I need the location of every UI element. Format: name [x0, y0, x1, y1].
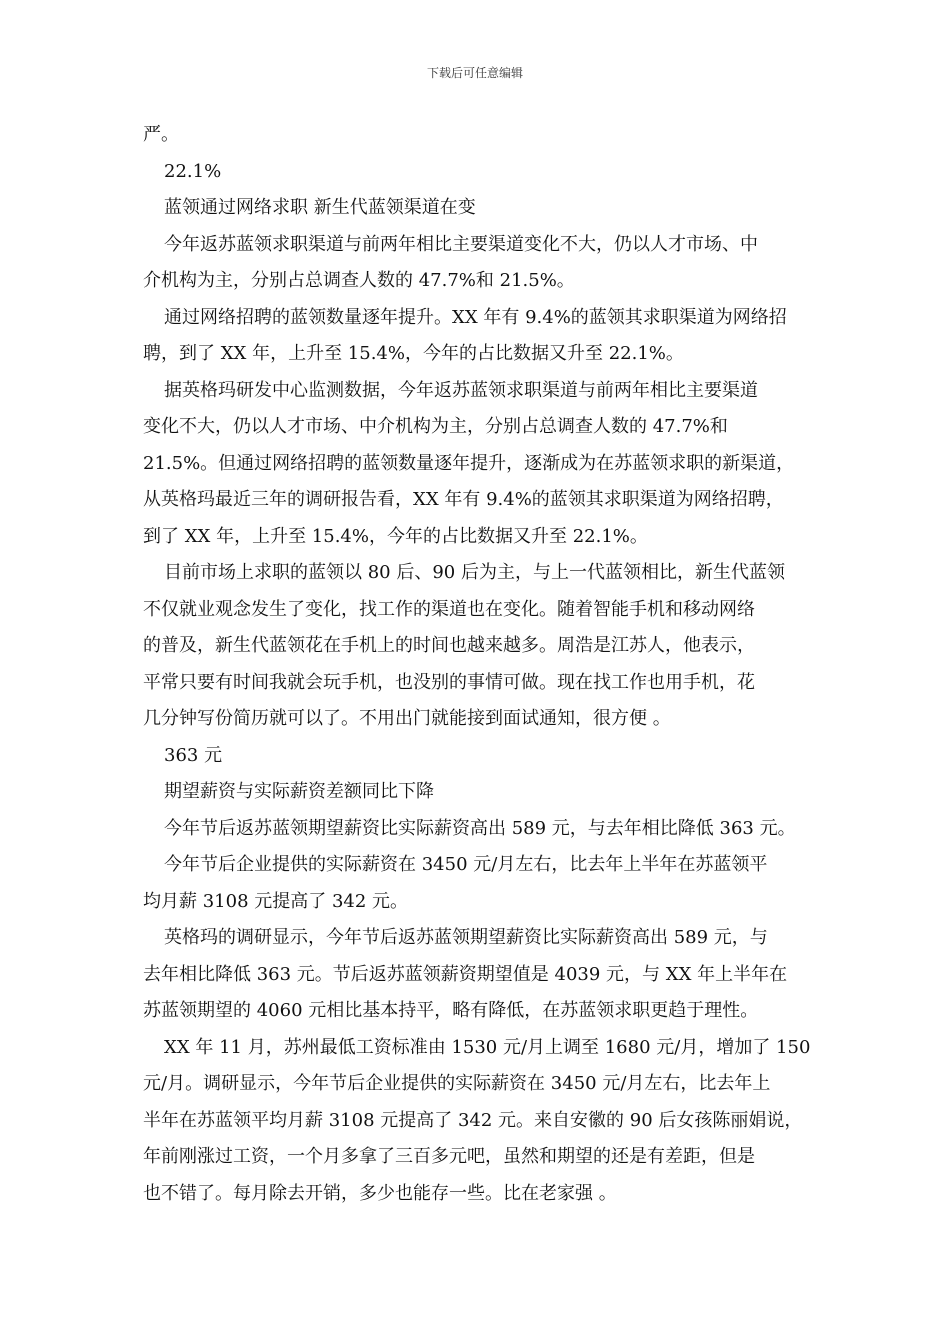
text-line: 到了 XX 年，上升至 15.4%，今年的占比数据又升至 22.1%。: [143, 525, 648, 547]
text-line: 蓝领通过网络求职 新生代蓝领渠道在变: [164, 197, 476, 218]
text-line: 去年相比降低 363 元。节后返苏蓝领薪资期望值是 4039 元，与 XX 年上半年在: [143, 963, 788, 985]
text-line: 也不错了。每月除去开销，多少也能存一些。比在老家强 。: [143, 1182, 617, 1204]
text-line: 均月薪 3108 元提高了 342 元。: [143, 890, 409, 912]
text-line: 聘，到了 XX 年，上升至 15.4%，今年的占比数据又升至 22.1%。: [143, 343, 684, 364]
text-line: 严。: [143, 124, 179, 145]
text-line: 通过网络招聘的蓝领数量逐年提升。XX 年有 9.4%的蓝领其求职渠道为网络招: [164, 306, 787, 328]
text-line: 几分钟写份简历就可以了。不用出门就能接到面试通知，很方便 。: [143, 708, 671, 729]
text-line: 苏蓝领期望的 4060 元相比基本持平，略有降低，在苏蓝领求职更趋于理性。: [143, 1000, 759, 1021]
text-line: XX 年 11 月，苏州最低工资标准由 1530 元/月上调至 1680 元/月，增加了 150: [164, 1036, 811, 1058]
text-line: 据英格玛研发中心监测数据，今年返苏蓝领求职渠道与前两年相比主要渠道: [164, 379, 758, 401]
text-line: 变化不大，仍以人才市场、中介机构为主，分别占总调查人数的 47.7%和: [143, 416, 728, 437]
page-header: 下载后可任意编辑: [426, 66, 523, 80]
text-line: 英格玛的调研显示，今年节后返苏蓝领期望薪资比实际薪资高出 589 元，与: [164, 927, 768, 948]
text-line: 目前市场上求职的蓝领以 80 后、90 后为主，与上一代蓝领相比，新生代蓝领: [164, 562, 785, 583]
text-line: 的普及，新生代蓝领花在手机上的时间也越来越多。周浩是江苏人，他表示，: [143, 635, 755, 656]
text-line: 平常只要有时间我就会玩手机，也没别的事情可做。现在找工作也用手机，花: [143, 671, 755, 693]
text-line: 363 元: [164, 744, 223, 766]
text-line: 期望薪资与实际薪资差额同比下降: [164, 781, 434, 802]
text-line: 今年节后返苏蓝领期望薪资比实际薪资高出 589 元，与去年相比降低 363 元。: [164, 817, 796, 839]
text-line: 从英格玛最近三年的调研报告看，XX 年有 9.4%的蓝领其求职渠道为网络招聘，: [143, 489, 784, 510]
text-line: 年前刚涨过工资，一个月多拿了三百多元吧，虽然和期望的还是有差距，但是: [143, 1146, 755, 1167]
text-line: 21.5%。但通过网络招聘的蓝领数量逐年提升，逐渐成为在苏蓝领求职的新渠道，: [143, 452, 795, 474]
text-line: 22.1%: [164, 160, 222, 182]
text-line: 半年在苏蓝领平均月薪 3108 元提高了 342 元。来自安徽的 90 后女孩陈丽娟说，: [143, 1109, 803, 1131]
document-body: [143, 117, 815, 1212]
text-line: 不仅就业观念发生了变化，找工作的渠道也在变化。随着智能手机和移动网络: [143, 598, 755, 620]
text-line: 元/月。调研显示，今年节后企业提供的实际薪资在 3450 元/月左右，比去年上: [143, 1073, 771, 1094]
text-line: 介机构为主，分别占总调查人数的 47.7%和 21.5%。: [143, 270, 575, 291]
text-line: 今年返苏蓝领求职渠道与前两年相比主要渠道变化不大，仍以人才市场、中: [164, 233, 758, 255]
text-line: 今年节后企业提供的实际薪资在 3450 元/月左右，比去年上半年在苏蓝领平: [164, 854, 768, 875]
